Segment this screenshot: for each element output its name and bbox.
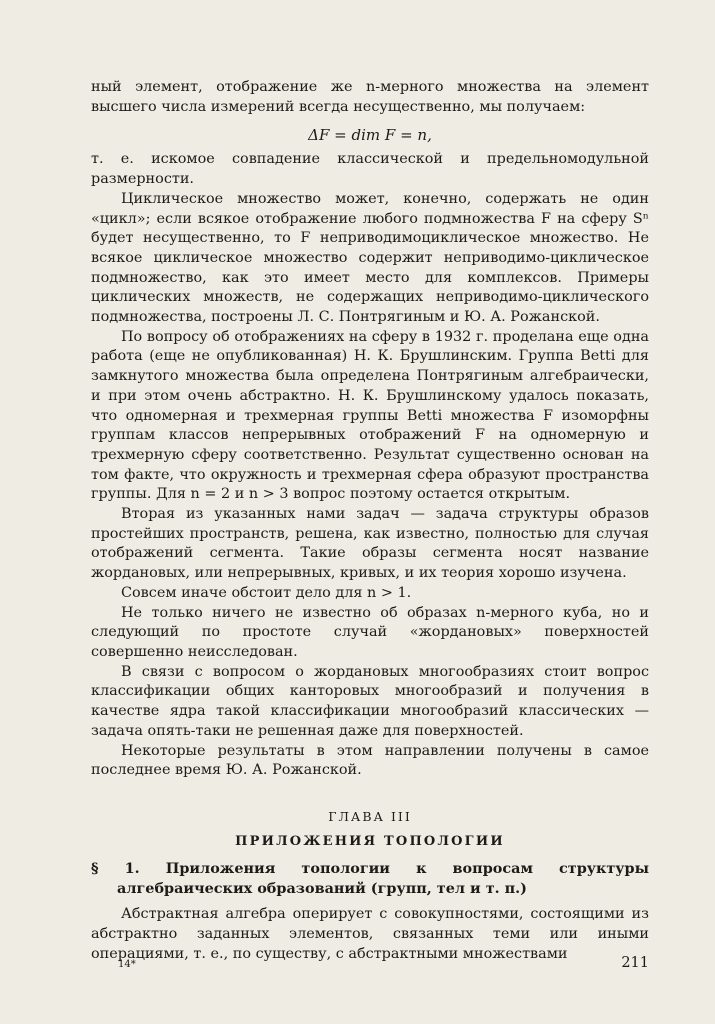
paragraph-cyclic-sets: Циклическое множество может, конечно, содержать не один «цикл»; если всякое отображение любого подмножества F на сферу Sⁿ будет несущественно, то F неприводимоциклическое множество. Не всякое циклическое множество содержит неприводимо-циклическое подмножество, как это имеет место для комплексов. Примеры циклических множеств, не содержащих неприводимо-циклического подмножества, построены Л. С. Понтрягиным и Ю. А. Рожанской. xyxy=(91,190,649,326)
section-title: § 1. Приложения топологии к вопросам структуры алгебраических образований (групп, тел и т. п.) xyxy=(91,859,649,897)
paragraph-sphere-mappings: По вопросу об отображениях на сферу в 1932 г. проделана еще одна работа (еще не опубликованная) Н. К. Брушлинским. Группа Betti для замкнутого множества была определена Понтрягиным алгебраически, и при этом очень абстрактно. Н. К. Брушлинскому удалось показать, что одномерная и трехмерная группы Betti множества F изоморфны группам классов непрерывных отображений F на одномерную и трехмерную сферу соответственно. Результат существенно основан на том факте, что окружность и трехмерная сфера образуют пространства группы. Для n = 2 и n > 3 вопрос поэтому остается открытым. xyxy=(91,328,649,503)
paragraph-abstract-algebra: Абстрактная алгебра оперирует с совокупностями, состоящими из абстрактно заданных элементов, связанных теми или иными операциями, т. е., по существу, с абстрактными множествами xyxy=(91,906,649,962)
signature-mark: 14* xyxy=(118,959,136,970)
chapter-label: ГЛАВА III xyxy=(328,808,412,824)
page-number: 211 xyxy=(621,955,649,971)
chapter-title: ПРИЛОЖЕНИЯ ТОПОЛОГИИ xyxy=(235,833,505,849)
paragraph-n-greater-one: Совсем иначе обстоит дело для n > 1. xyxy=(121,584,412,601)
paragraph-continuation: ный элемент, отображение же n-мерного множества на элемент высшего числа измерений всегда несущественно, мы получаем: xyxy=(91,79,649,115)
paragraph-jordan-surfaces: Не только ничего не известно об образах n-мерного куба, но и следующий по простоте случай «жордановых» поверхностей совершенно неисследован. xyxy=(91,604,649,660)
paragraph-dimension-coincidence: т. е. искомое совпадение классической и предельномодульной размерности. xyxy=(91,151,649,188)
paragraph-recent-results: Некоторые результаты в этом направлении получены в самое последнее время Ю. А. Рожанской. xyxy=(91,742,649,779)
formula: ΔF = dim F = n, xyxy=(308,126,432,145)
paragraph-cantor-manifolds: В связи с вопросом о жордановых многообразиях стоит вопрос классификации общих канторовых многообразий и получения в качестве ядра такой классификации многообразий классических — задача опять-таки не решенная даже для поверхностей. xyxy=(91,663,649,739)
page-footer xyxy=(118,955,649,971)
paragraph-segment-images: Вторая из указанных нами задач — задача структуры образов простейших пространств, решена, как известно, полностью для случая отображений сегмента. Такие образы сегмента носят название жордановых, или непрерывных, кривых, и их теория хорошо изучена. xyxy=(91,506,649,582)
